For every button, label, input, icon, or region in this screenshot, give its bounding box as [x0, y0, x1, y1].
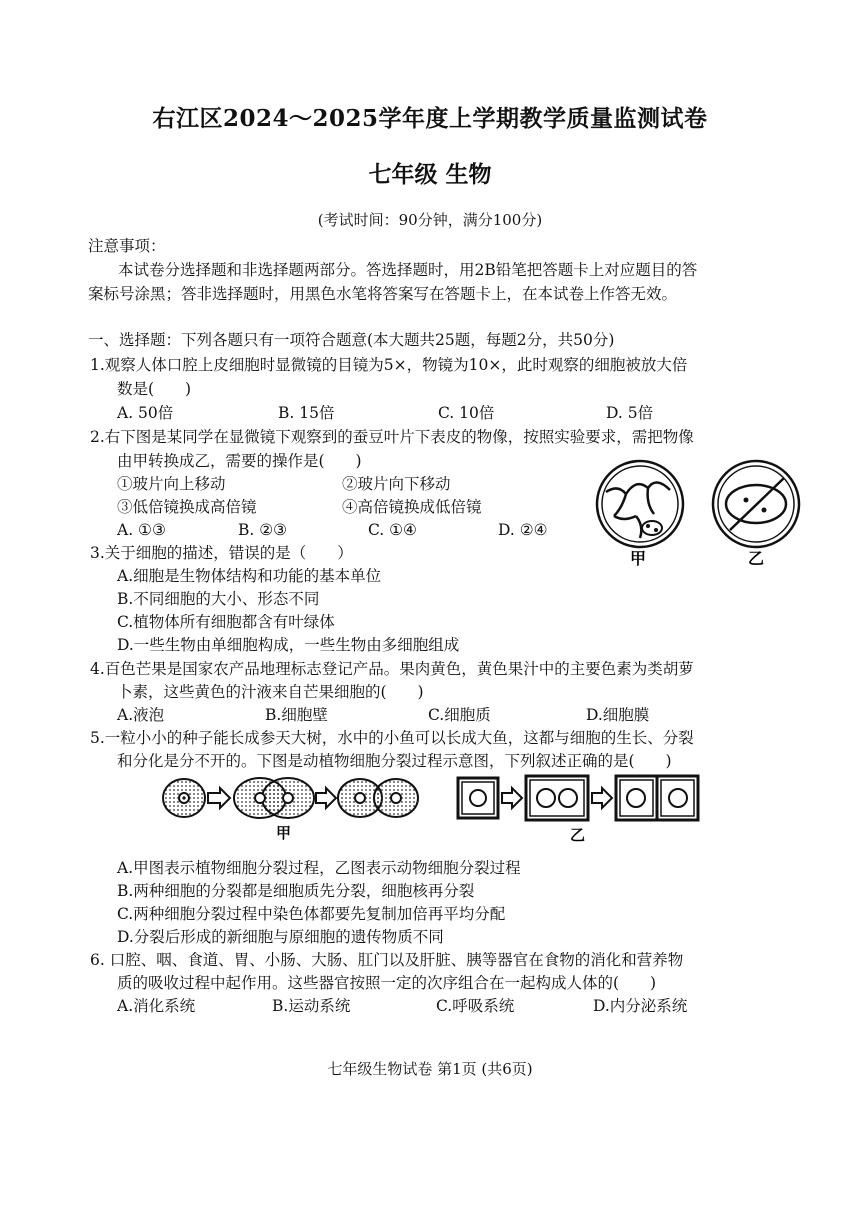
exam-info: (考试时间：90分钟，满分100分): [317, 211, 543, 229]
microscope-figure: [596, 456, 806, 576]
plant-cell-stage-1: [458, 778, 498, 818]
section-heading: 一、选择题：下列各题只有一项符合题意(本大题共25题，每题2分，共50分): [88, 331, 615, 349]
fig2-label-yi: 乙: [748, 549, 765, 568]
q3-option-b: B.不同细胞的大小、形态不同: [117, 590, 320, 608]
field-jia: [597, 461, 683, 547]
notice-line-2: 案标号涂黑；答非选择题时，用黑色水笔将答案写在答题卡上，在本试卷上作答无效。: [88, 285, 678, 303]
q5-option-b: B.两种细胞的分裂都是细胞质先分裂，细胞核再分裂: [117, 882, 475, 900]
fig5-label-yi: 乙: [570, 826, 586, 844]
q6-option-c: C.呼吸系统: [436, 997, 515, 1015]
q5-option-d: D.分裂后形成的新细胞与原细胞的遗传物质不同: [117, 928, 444, 946]
q5-stem-line-2: 和分化是分不开的。下图是动植物细胞分裂过程示意图，下列叙述正确的是( ): [117, 752, 672, 770]
animal-cell-stage-2: [234, 778, 314, 818]
page-footer: 七年级生物试卷 第1页 (共6页): [327, 1060, 533, 1078]
q6-option-a: A.消化系统: [117, 997, 196, 1015]
q5-option-c: C.两种细胞分裂过程中染色体都要先复制加倍再平均分配: [117, 905, 506, 923]
q3-option-c: C.植物体所有细胞都含有叶绿体: [117, 613, 335, 631]
q2-stem-line-2: 由甲转换成乙，需要的操作是( ): [117, 452, 362, 470]
q3-stem: 3.关于细胞的描述，错误的是（ ）: [90, 544, 353, 562]
notice-line-1: 本试卷分选择题和非选择题两部分。答选择题时，用2B铅笔把答题卡上对应题目的答: [118, 261, 698, 279]
arrow-icon: [502, 788, 522, 808]
q1-stem-line-1: 1.观察人体口腔上皮细胞时显微镜的目镜为5×，物镜为10×，此时观察的细胞被放大倍: [90, 356, 688, 374]
plant-cell-stage-2: [526, 776, 588, 820]
q4-option-a: A.液泡: [117, 706, 165, 724]
q6-option-d: D.内分泌系统: [593, 997, 688, 1015]
fig5-label-jia: 甲: [276, 824, 292, 842]
q2-option-a: A. ①③: [117, 521, 166, 539]
q2-op-4: ④高倍镜换成低倍镜: [342, 498, 482, 516]
q1-option-b: B. 15倍: [278, 404, 335, 422]
notice-label: 注意事项：: [88, 237, 166, 255]
q2-op-2: ②玻片向下移动: [342, 475, 451, 493]
exam-title: 右江区2024～2025学年度上学期教学质量监测试卷: [152, 105, 708, 132]
q3-option-d: D.一些生物由单细胞构成，一些生物由多细胞组成: [117, 636, 460, 654]
arrow-icon: [592, 788, 612, 808]
q2-stem-line-1: 2.右下图是某同学在显微镜下观察到的蚕豆叶片下表皮的物像，按照实验要求，需把物像: [90, 428, 694, 446]
q2-option-d: D. ②④: [498, 521, 548, 539]
q4-option-d: D.细胞膜: [586, 706, 650, 724]
cell-division-figure: [160, 772, 705, 852]
q5-option-a: A.甲图表示植物细胞分裂过程，乙图表示动物细胞分裂过程: [117, 859, 521, 877]
q1-option-d: D. 5倍: [606, 404, 654, 422]
animal-cell-stage-3: [338, 779, 418, 817]
q2-option-c: C. ①④: [368, 521, 417, 539]
q1-stem-line-2: 数是( ): [117, 380, 192, 398]
exam-subtitle: 七年级 生物: [368, 161, 492, 188]
q6-option-b: B.运动系统: [272, 997, 351, 1015]
animal-cell-stage-1: [163, 779, 205, 817]
q2-op-3: ③低倍镜换成高倍镜: [117, 498, 257, 516]
arrow-icon: [316, 788, 336, 808]
q2-op-1: ①玻片向上移动: [117, 475, 226, 493]
q5-stem-line-1: 5.一粒小小的种子能长成参天大树，水中的小鱼可以长成大鱼，这都与细胞的生长、分裂: [90, 729, 694, 747]
field-yi: [713, 461, 799, 547]
q4-option-b: B.细胞壁: [265, 706, 328, 724]
q4-stem-line-2: 卜素，这些黄色的汁液来自芒果细胞的( ): [117, 683, 424, 701]
q4-stem-line-1: 4.百色芒果是国家农产品地理标志登记产品。果肉黄色，黄色果汁中的主要色素为类胡萝: [90, 660, 694, 678]
fig2-label-jia: 甲: [630, 549, 647, 568]
q1-option-a: A. 50倍: [117, 404, 174, 422]
q3-option-a: A.细胞是生物体结构和功能的基本单位: [117, 567, 382, 585]
plant-cell-stage-3: [616, 776, 698, 820]
q2-option-b: B. ②③: [238, 521, 288, 539]
arrow-icon: [208, 788, 230, 808]
q1-option-c: C. 10倍: [438, 404, 495, 422]
q4-option-c: C.细胞质: [428, 706, 491, 724]
q6-stem-line-1: 6. 口腔、咽、食道、胃、小肠、大肠、肛门以及肝脏、胰等器官在食物的消化和营养物: [90, 951, 684, 969]
q6-stem-line-2: 质的吸收过程中起作用。这些器官按照一定的次序组合在一起构成人体的( ): [117, 974, 657, 992]
